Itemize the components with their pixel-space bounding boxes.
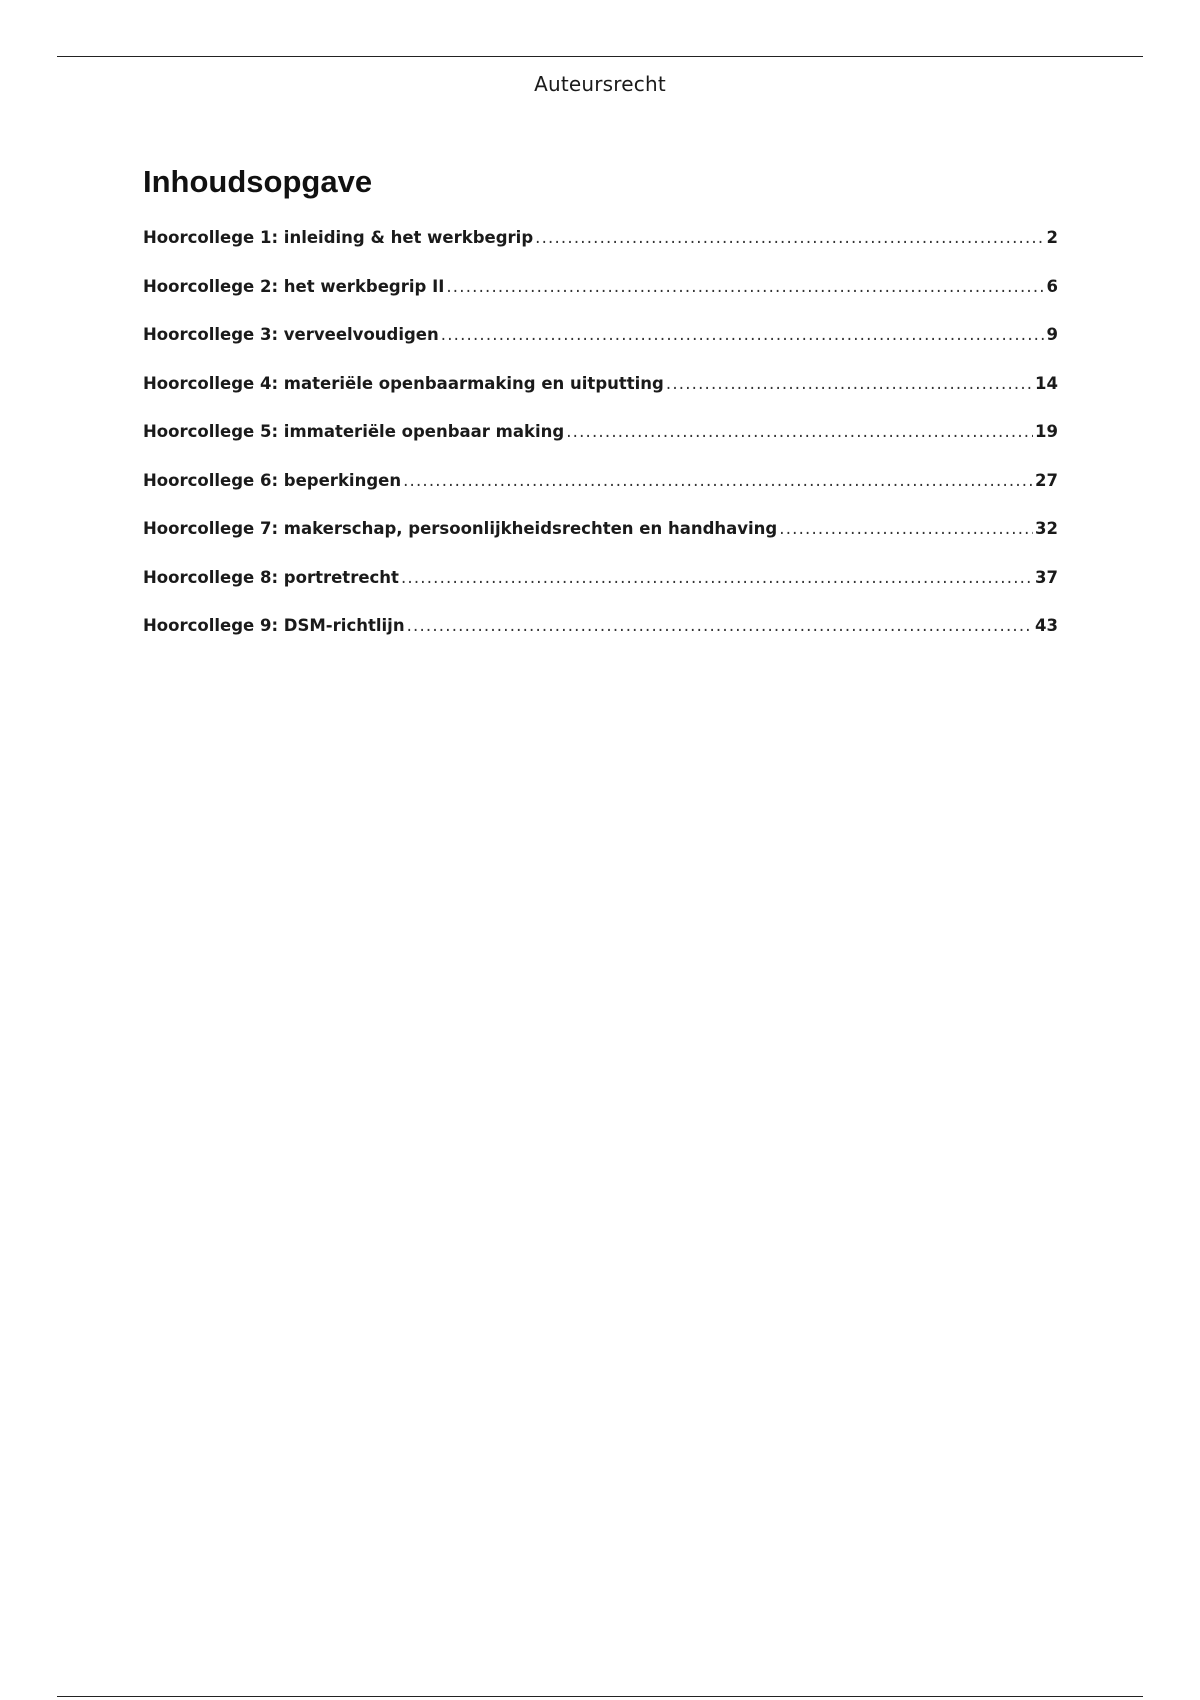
toc-entry-label: Hoorcollege 5: immateriële openbaar making (143, 422, 565, 441)
footer-divider (57, 1696, 1143, 1697)
dot-leader (566, 422, 1033, 441)
header-divider (57, 56, 1143, 57)
toc-entry-4[interactable] (143, 374, 1058, 423)
dot-leader (535, 228, 1044, 247)
dot-leader (401, 568, 1033, 587)
toc-entry-6[interactable] (143, 471, 1058, 520)
dot-leader (666, 374, 1033, 393)
toc-entry-page: 43 (1035, 616, 1058, 635)
toc-entry-label: Hoorcollege 8: portretrecht (143, 567, 399, 587)
toc-entry-page: 32 (1035, 519, 1058, 538)
toc-entry-page: 14 (1035, 373, 1058, 393)
dot-leader (407, 616, 1033, 635)
toc-entry-label: Hoorcollege 2: het werkbegrip II (143, 276, 445, 296)
toc-entry-5[interactable] (143, 422, 1058, 471)
dot-leader (446, 277, 1044, 296)
toc-entry-page: 2 (1046, 228, 1058, 247)
toc-heading: Inhoudsopgave (143, 164, 373, 199)
toc-entry-label: Hoorcollege 7: makerschap, persoonlijkheidsrechten en handhaving (143, 519, 778, 538)
toc-entry-label: Hoorcollege 9: DSM-richtlijn (143, 616, 405, 635)
toc-entry-page: 6 (1046, 276, 1058, 296)
dot-leader (403, 471, 1033, 490)
toc-entry-page: 19 (1035, 422, 1058, 441)
toc-entry-page: 9 (1046, 325, 1058, 344)
toc-entry-label: Hoorcollege 3: verveelvoudigen (143, 325, 439, 344)
toc-entry-1[interactable] (143, 228, 1058, 277)
toc-entry-8[interactable] (143, 568, 1058, 617)
toc-entry-9[interactable] (143, 616, 1058, 665)
dot-leader (779, 519, 1033, 538)
table-of-contents (143, 228, 1058, 665)
toc-entry-page: 27 (1035, 470, 1058, 490)
toc-entry-7[interactable] (143, 519, 1058, 568)
running-header-title: Auteursrecht (534, 72, 666, 96)
dot-leader (441, 325, 1045, 344)
toc-entry-2[interactable] (143, 277, 1058, 326)
toc-entry-label: Hoorcollege 6: beperkingen (143, 470, 402, 490)
toc-entry-page: 37 (1035, 567, 1058, 587)
toc-entry-label: Hoorcollege 1: inleiding & het werkbegrip (143, 228, 534, 247)
toc-entry-label: Hoorcollege 4: materiële openbaarmaking en uitputting (143, 373, 664, 393)
toc-entry-3[interactable] (143, 325, 1058, 374)
